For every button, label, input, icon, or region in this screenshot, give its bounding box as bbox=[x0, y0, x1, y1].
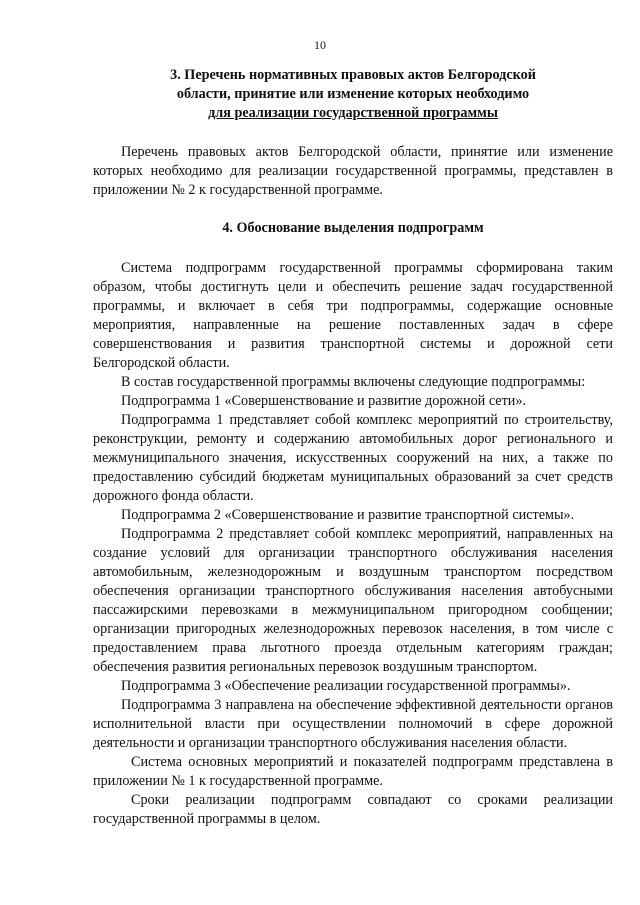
section-4-paragraph: Подпрограмма 3 «Обеспечение реализации государственной программы». bbox=[121, 678, 571, 694]
section-4-paragraph: Система основных мероприятий и показателей подпрограмм представлена в приложении № 1 к государственной программе. bbox=[93, 754, 613, 789]
section-4-paragraph: Сроки реализации подпрограмм совпадают со сроками реализации государственной программы в целом. bbox=[93, 792, 613, 827]
section-4-paragraph: Подпрограмма 2 представляет собой комплекс мероприятий, направленных на создание условий для организации транспортного обслуживания населения автомобильным, железнодорожным и воздушным транспортом посредством обеспечения организации транспортного обслуживания населения автобусными пассажирскими перевозками в межмуниципальном пригородном сообщении; организации пригородных железнодорожных перевозок населения, в том числе с предоставлением права льготного проезда отдельным категориям граждан; обеспечения развития региональных перевозок воздушным транспортом. bbox=[93, 526, 613, 675]
section-4-paragraph: Подпрограмма 3 направлена на обеспечение эффективной деятельности органов исполнительной власти при осуществлении полномочий в сфере дорожной деятельности и организации транспортного обслуживания населения области. bbox=[93, 697, 613, 751]
section-4-paragraph: Подпрограмма 1 «Совершенствование и развитие дорожной сети». bbox=[121, 393, 527, 409]
section-3-heading-line: области, принятие или изменение которых необходимо bbox=[176, 86, 530, 102]
section-3-heading-line: для реализации государственной программы bbox=[208, 105, 498, 121]
section-4-heading: 4. Обоснование выделения подпрограмм bbox=[222, 220, 484, 236]
page-content bbox=[93, 66, 613, 829]
section-4-paragraph: В состав государственной программы включены следующие подпрограммы: bbox=[121, 374, 586, 390]
section-3-heading-line: 3. Перечень нормативных правовых актов Белгородской bbox=[170, 67, 536, 83]
page-number: 10 bbox=[314, 38, 326, 52]
section-4-paragraph: Система подпрограмм государственной программы сформирована таким образом, чтобы достигнуть цели и обеспечить решение задач государственной программы, и включает в себя три подпрограммы, содержащие основные мероприятия, направленные на решение поставленных задач в сфере совершенствования и развития транспортной системы и дорожной сети Белгородской области. bbox=[93, 260, 613, 371]
section-4-paragraph: Подпрограмма 2 «Совершенствование и развитие транспортной системы». bbox=[121, 507, 575, 523]
section-3-heading bbox=[93, 66, 613, 123]
section-3-paragraph: Перечень правовых актов Белгородской области, принятие или изменение которых необходимо для реализации государственной программы, представлен в приложении № 2 к государственной программе. bbox=[93, 144, 613, 198]
section-4-paragraph: Подпрограмма 1 представляет собой комплекс мероприятий по строительству, реконструкции, ремонту и содержанию автомобильных дорог регионального и межмуниципального значения, искусственных сооружений на них, а также по предоставлению субсидий бюджетам муниципальных образований за счет средств дорожного фонда области. bbox=[93, 412, 613, 504]
